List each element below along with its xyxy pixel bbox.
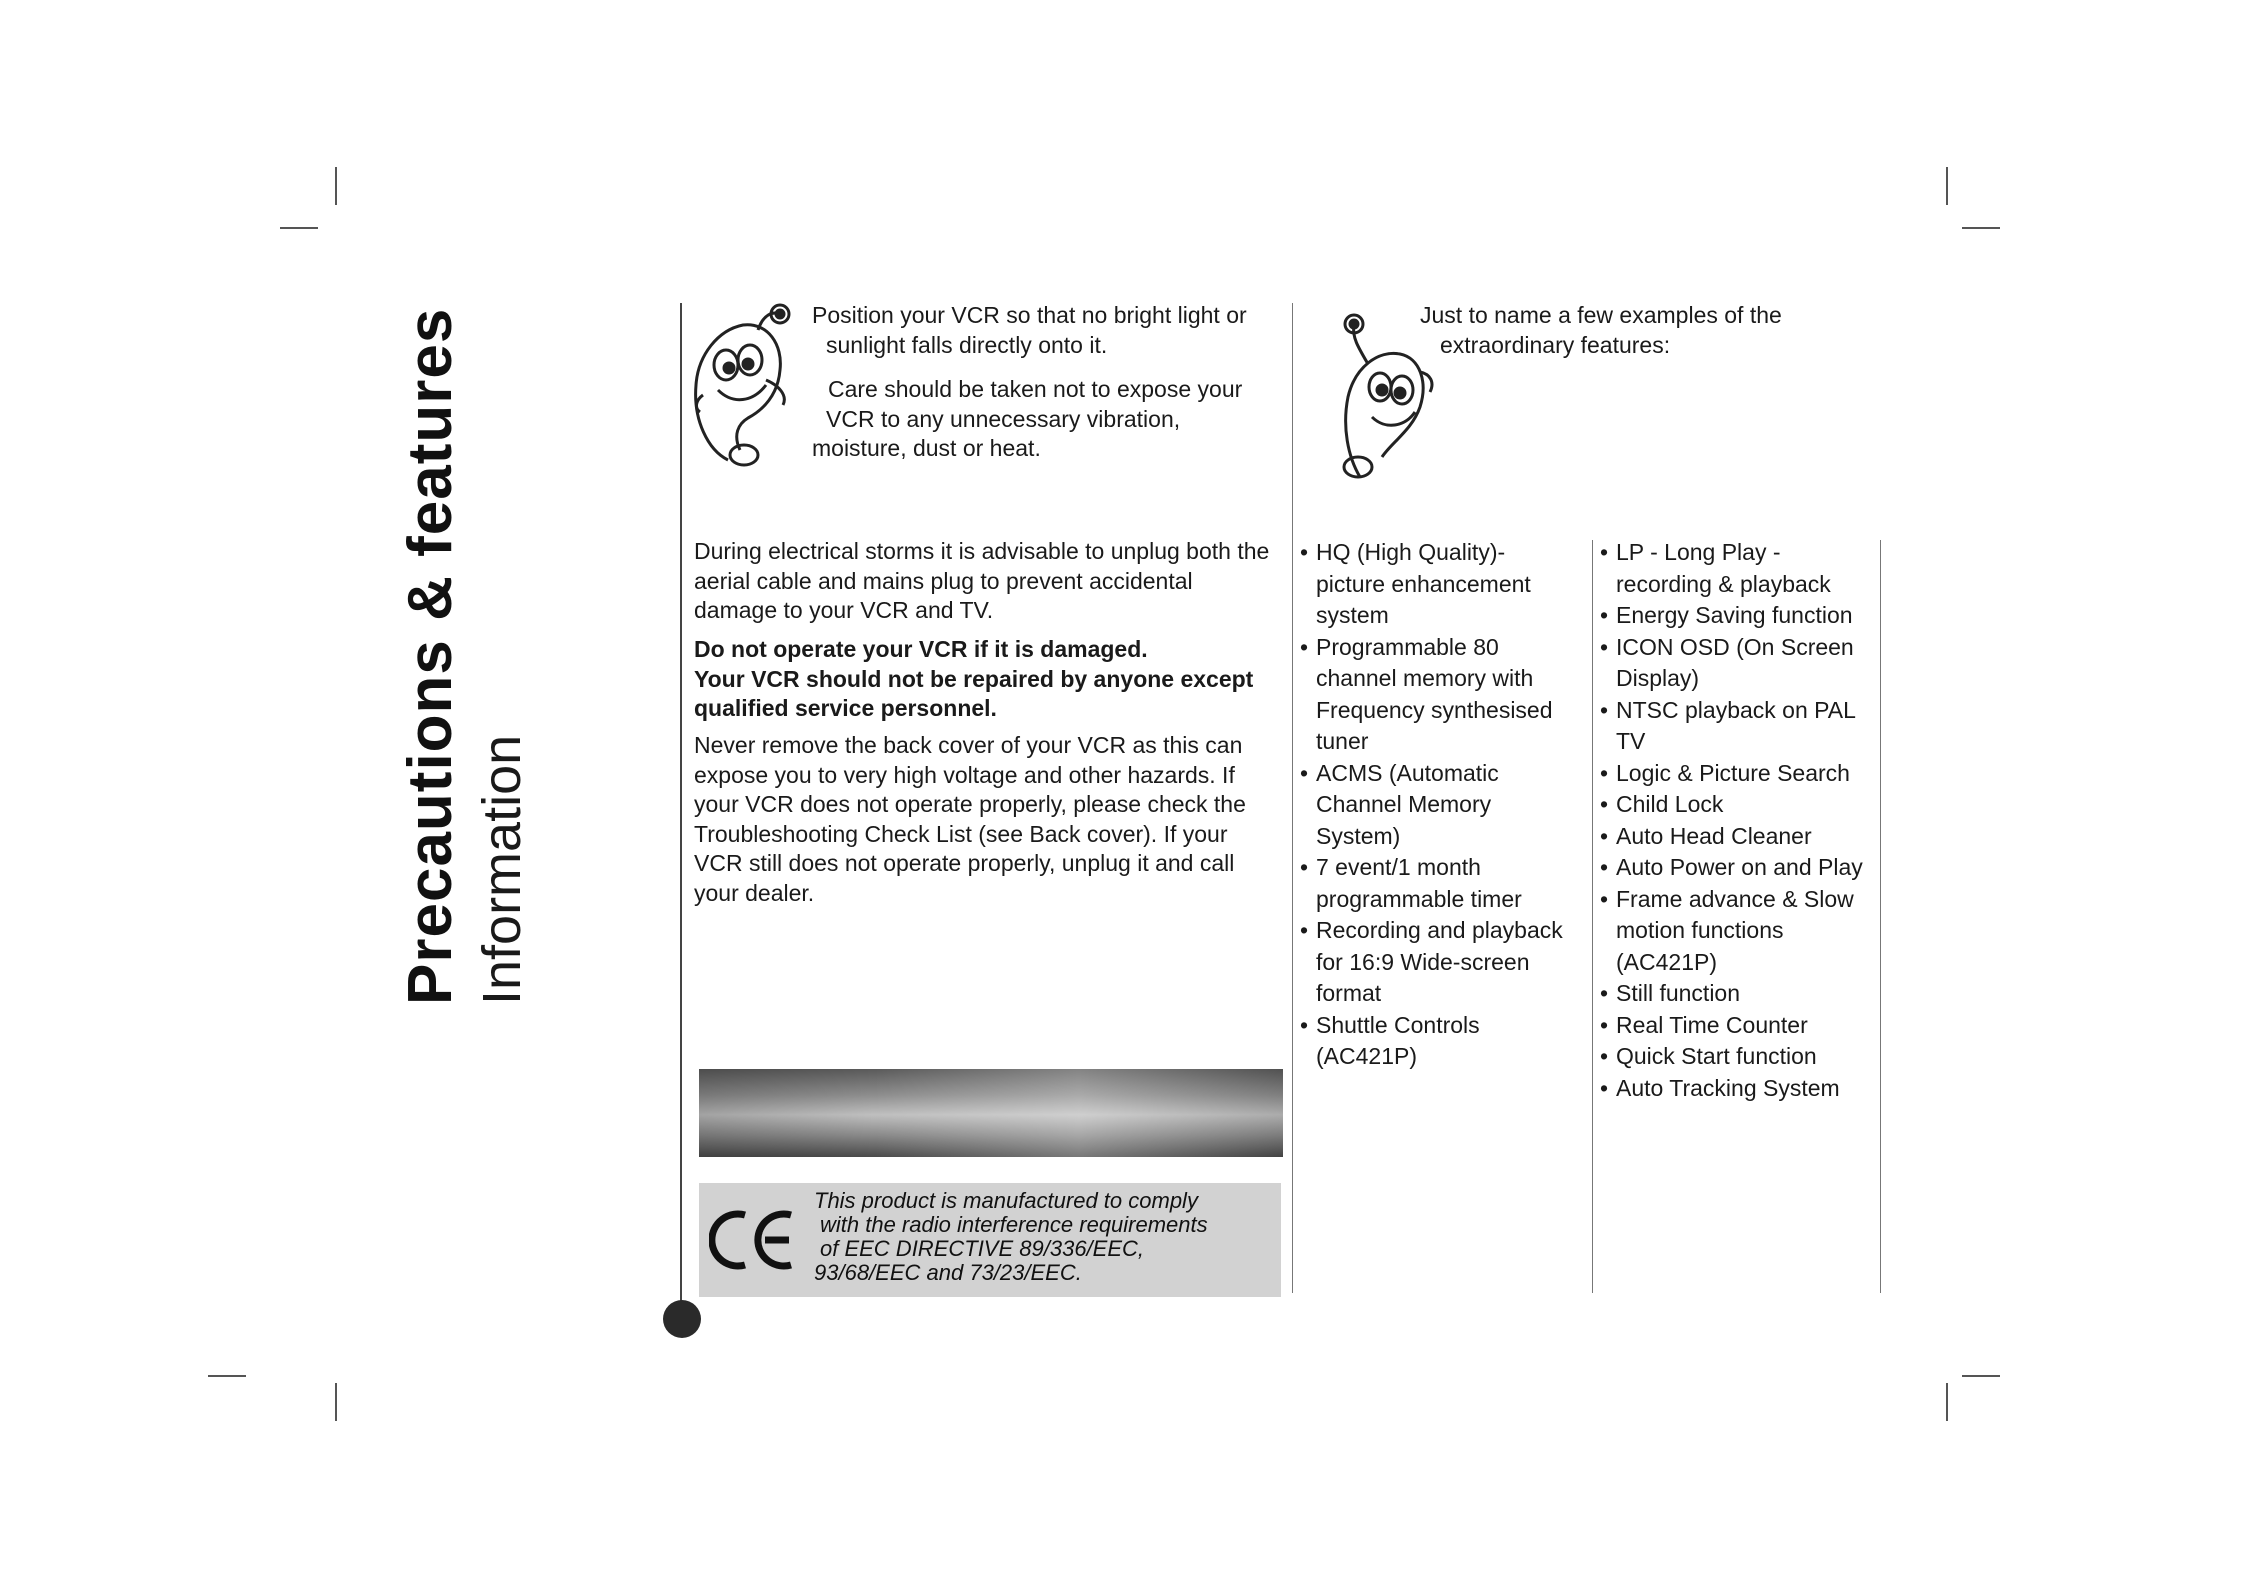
back-cover-warning: Never remove the back cover of your VCR as this can expose you to very high voltage and other hazards. If your VCR does not operate properly, please check the Troubleshooting Check List (see Back cover). If your VCR still does not operate properly, unplug it and call your dealer. xyxy=(694,732,1246,906)
feature-item xyxy=(1600,1073,1880,1105)
feature-item-line: picture enhancement xyxy=(1316,570,1531,597)
bullet-icon: • xyxy=(1600,854,1609,880)
feature-item-line: Auto Power on and Play xyxy=(1616,854,1863,880)
feature-item-line: channel memory with xyxy=(1316,665,1534,691)
feature-item-line: ICON OSD (On Screen xyxy=(1616,633,1854,660)
page-subtitle: Information xyxy=(472,734,532,1005)
feature-item-line: LP - Long Play - xyxy=(1616,539,1781,565)
column-divider xyxy=(1592,540,1593,1293)
bullet-icon: • xyxy=(1300,539,1309,565)
feature-item-line: (AC421P) xyxy=(1616,948,1717,975)
feature-item-line: Recording and playback xyxy=(1316,917,1563,943)
bullet-icon: • xyxy=(1600,1043,1609,1069)
ce-notice-text: This product is manufactured to comply with the radio interference requirements of EEC DIRECTIVE 89/336/EEC, 93/68/EEC and 73/23/EEC. xyxy=(814,1188,1208,1285)
feature-item xyxy=(1300,758,1590,853)
features-list-right xyxy=(1600,537,1880,1104)
storm-warning: During electrical storms it is advisable to unplug both the aerial cable and mains plug to prevent accidental damage to your VCR and TV. xyxy=(694,538,1270,623)
bullet-icon: • xyxy=(1600,885,1609,912)
bullet-icon: • xyxy=(1300,633,1309,660)
bullet-icon: • xyxy=(1600,602,1609,628)
bullet-icon: • xyxy=(1600,1074,1609,1101)
feature-item-line: for 16:9 Wide-screen xyxy=(1316,948,1530,975)
position-warning: Position your VCR so that no bright light or sunlight falls directly onto it. xyxy=(812,302,1247,358)
bullet-icon: • xyxy=(1600,696,1609,723)
feature-item-line: Child Lock xyxy=(1616,791,1724,817)
feature-item-line: TV xyxy=(1616,728,1646,754)
feature-item-line: ACMS (Automatic xyxy=(1316,759,1499,786)
mascot-character-icon xyxy=(688,300,800,470)
column-divider xyxy=(1880,540,1881,1293)
bullet-icon: • xyxy=(1600,791,1609,817)
crop-mark xyxy=(1946,167,1948,205)
feature-item xyxy=(1600,821,1880,853)
feature-item xyxy=(1600,537,1880,600)
feature-item xyxy=(1600,632,1880,695)
feature-item xyxy=(1600,600,1880,632)
crop-mark xyxy=(1962,1375,2000,1377)
features-list-left xyxy=(1300,537,1590,1073)
bullet-icon: • xyxy=(1600,539,1609,565)
feature-item-line: tuner xyxy=(1316,728,1369,754)
feature-item xyxy=(1300,915,1590,1010)
feature-item xyxy=(1300,632,1590,758)
feature-item xyxy=(1600,978,1880,1010)
feature-item-line: 7 event/1 month xyxy=(1316,854,1481,880)
crop-mark xyxy=(208,1375,246,1377)
feature-item xyxy=(1600,789,1880,821)
feature-item xyxy=(1300,1010,1590,1073)
bullet-icon: • xyxy=(1300,759,1309,786)
decorative-band xyxy=(699,1069,1283,1157)
bullet-icon: • xyxy=(1600,822,1609,849)
page-marker xyxy=(663,1300,701,1338)
features-intro: Just to name a few examples of the extraordinary features: xyxy=(1420,302,1782,358)
feature-item-line: Logic & Picture Search xyxy=(1616,759,1850,786)
feature-item-line: Frequency synthesised xyxy=(1316,696,1553,723)
crop-mark xyxy=(1946,1383,1948,1421)
bullet-icon: • xyxy=(1300,917,1309,943)
feature-item-line: System) xyxy=(1316,822,1401,849)
column-divider xyxy=(680,303,682,1313)
feature-item-line: Energy Saving function xyxy=(1616,602,1853,628)
feature-item xyxy=(1600,1041,1880,1073)
page-title: Precautions & features xyxy=(396,307,465,1005)
feature-item xyxy=(1600,695,1880,758)
feature-item-line: system xyxy=(1316,602,1389,628)
feature-item-line: Still function xyxy=(1616,980,1741,1006)
feature-item-line: Shuttle Controls xyxy=(1316,1011,1480,1038)
crop-mark xyxy=(1962,227,2000,229)
feature-item xyxy=(1600,884,1880,979)
damage-warning: Do not operate your VCR if it is damaged. Your VCR should not be repaired by anyone except qualified service personnel. xyxy=(694,636,1254,721)
feature-item-line: Quick Start function xyxy=(1616,1043,1817,1069)
feature-item-line: Frame advance & Slow xyxy=(1616,885,1854,912)
bullet-icon: • xyxy=(1300,1011,1309,1038)
column-divider xyxy=(1292,303,1293,1293)
feature-item-line: Auto Head Cleaner xyxy=(1616,822,1812,849)
feature-item xyxy=(1600,852,1880,884)
feature-item xyxy=(1600,758,1880,790)
feature-item-line: Channel Memory xyxy=(1316,791,1492,817)
feature-item-line: motion functions xyxy=(1616,917,1784,943)
bullet-icon: • xyxy=(1600,759,1609,786)
feature-item-line: Real Time Counter xyxy=(1616,1011,1808,1038)
bullet-icon: • xyxy=(1600,980,1609,1006)
bullet-icon: • xyxy=(1600,1011,1609,1038)
feature-item-line: Programmable 80 xyxy=(1316,633,1499,660)
feature-item-line: Auto Tracking System xyxy=(1616,1074,1840,1101)
feature-item-line: NTSC playback on PAL xyxy=(1616,696,1856,723)
crop-mark xyxy=(335,167,337,205)
crop-mark xyxy=(280,227,318,229)
feature-item-line: programmable timer xyxy=(1316,885,1522,912)
bullet-icon: • xyxy=(1300,854,1309,880)
feature-item xyxy=(1600,1010,1880,1042)
feature-item-line: format xyxy=(1316,980,1382,1006)
crop-mark xyxy=(335,1383,337,1421)
page-title-block xyxy=(395,285,545,1005)
feature-item-line: recording & playback xyxy=(1616,570,1831,597)
care-warning: Care should be taken not to expose your VCR to any unnecessary vibration, moisture, dust or heat. xyxy=(812,376,1243,461)
feature-item-line: Display) xyxy=(1616,665,1700,691)
feature-item-line: HQ (High Quality)- xyxy=(1316,539,1506,565)
ce-notice xyxy=(699,1183,1281,1297)
bullet-icon: • xyxy=(1600,633,1609,660)
feature-item xyxy=(1300,852,1590,915)
ce-mark-icon xyxy=(709,1207,799,1273)
feature-item xyxy=(1300,537,1590,632)
feature-item-line: (AC421P) xyxy=(1316,1043,1417,1069)
